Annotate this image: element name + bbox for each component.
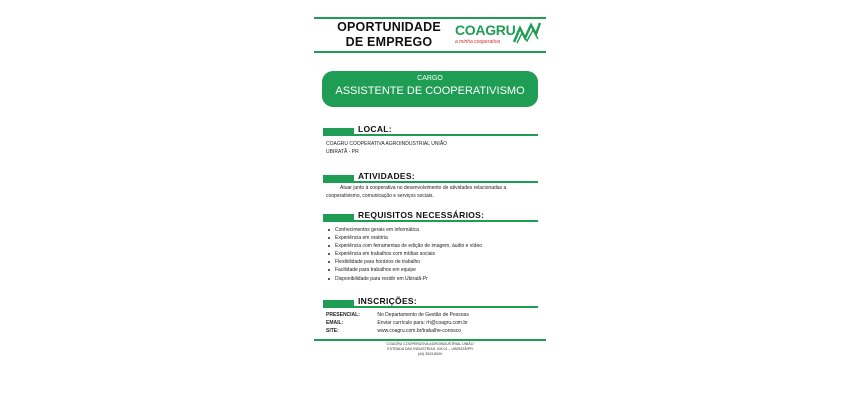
atividades-rule bbox=[323, 181, 538, 183]
inscricoes-rule bbox=[323, 306, 538, 308]
local-line-2: UBIRATÃ - PR bbox=[326, 149, 359, 155]
requisitos-rule bbox=[323, 220, 538, 222]
inscricao-label: SITE: bbox=[326, 328, 339, 334]
logo-name: COAGRU bbox=[455, 22, 516, 38]
list-item: Disponibilidade para residir em Ubiratã-Pr bbox=[335, 275, 545, 283]
title-line-1: OPORTUNIDADE bbox=[337, 20, 441, 34]
local-heading: LOCAL: bbox=[358, 124, 392, 134]
local-text bbox=[326, 140, 538, 156]
inscricao-row-site bbox=[326, 328, 538, 334]
footer-rule bbox=[314, 339, 546, 341]
page-title bbox=[320, 20, 458, 50]
list-item: Facilidade para trabalhos em equipe bbox=[335, 266, 545, 274]
footer-line-1: COAGRU COOPERATIVA AGROINDUSTRIAL UNIÃO bbox=[386, 342, 474, 346]
logo-tagline: a minha cooperativa bbox=[455, 39, 501, 45]
inscricao-label: EMAIL: bbox=[326, 320, 344, 326]
local-line-1: COAGRU COOPERATIVA AGROINDUSTRIAL UNIÃO bbox=[326, 141, 448, 147]
inscricao-label: PRESENCIAL: bbox=[326, 312, 360, 318]
inscricoes-heading: INSCRIÇÕES: bbox=[358, 296, 418, 306]
job-posting-page bbox=[314, 14, 546, 386]
atividades-text: Atuar junto à cooperativa no desenvolvimento de atividades relacionadas a cooperativismo, comunicação e serviços sociais. bbox=[326, 185, 507, 199]
requisitos-heading: REQUISITOS NECESSÁRIOS: bbox=[358, 210, 485, 220]
email-link[interactable]: Enviar currículo para: rh@coagru.com.br bbox=[377, 320, 468, 326]
list-item: Experiência com ferramentas de edição de imagem, áudio e vídeo bbox=[335, 242, 545, 250]
inscricao-row-presencial bbox=[326, 312, 538, 318]
atividades-heading: ATIVIDADES: bbox=[358, 171, 415, 181]
site-link[interactable]: www.coagru.com.br/trabalhe-conosco bbox=[377, 328, 462, 334]
header-bottom-rule bbox=[314, 51, 546, 53]
list-item: Experiência em oratória bbox=[335, 234, 545, 242]
title-line-2: DE EMPREGO bbox=[345, 35, 433, 49]
inscricao-row-email bbox=[326, 320, 538, 326]
requirements-list bbox=[326, 226, 545, 283]
local-rule bbox=[323, 134, 538, 136]
coagru-logo bbox=[453, 20, 545, 48]
list-item: Flexibilidade para horários de trabalho bbox=[335, 258, 545, 266]
header-top-rule bbox=[314, 17, 546, 19]
list-item: Conhecimentos gerais em informática bbox=[335, 226, 545, 234]
footer-line-2: ESTRADA DAS INDUSTRIAS, KM 01 – UBIRATÃ/PR bbox=[387, 347, 473, 351]
position-label: CARGO bbox=[417, 75, 443, 82]
footer-line-3: (44) 3543-8000 bbox=[417, 352, 443, 356]
list-item: Experiência em trabalhos com mídias sociais bbox=[335, 250, 545, 258]
position-banner bbox=[322, 71, 538, 107]
logo-arrows-icon bbox=[513, 22, 541, 44]
position-title: ASSISTENTE DE COOPERATIVISMO bbox=[335, 85, 525, 97]
footer-address bbox=[314, 342, 546, 357]
inscricao-value: No Departamento de Gestão de Pessoas bbox=[377, 312, 469, 318]
